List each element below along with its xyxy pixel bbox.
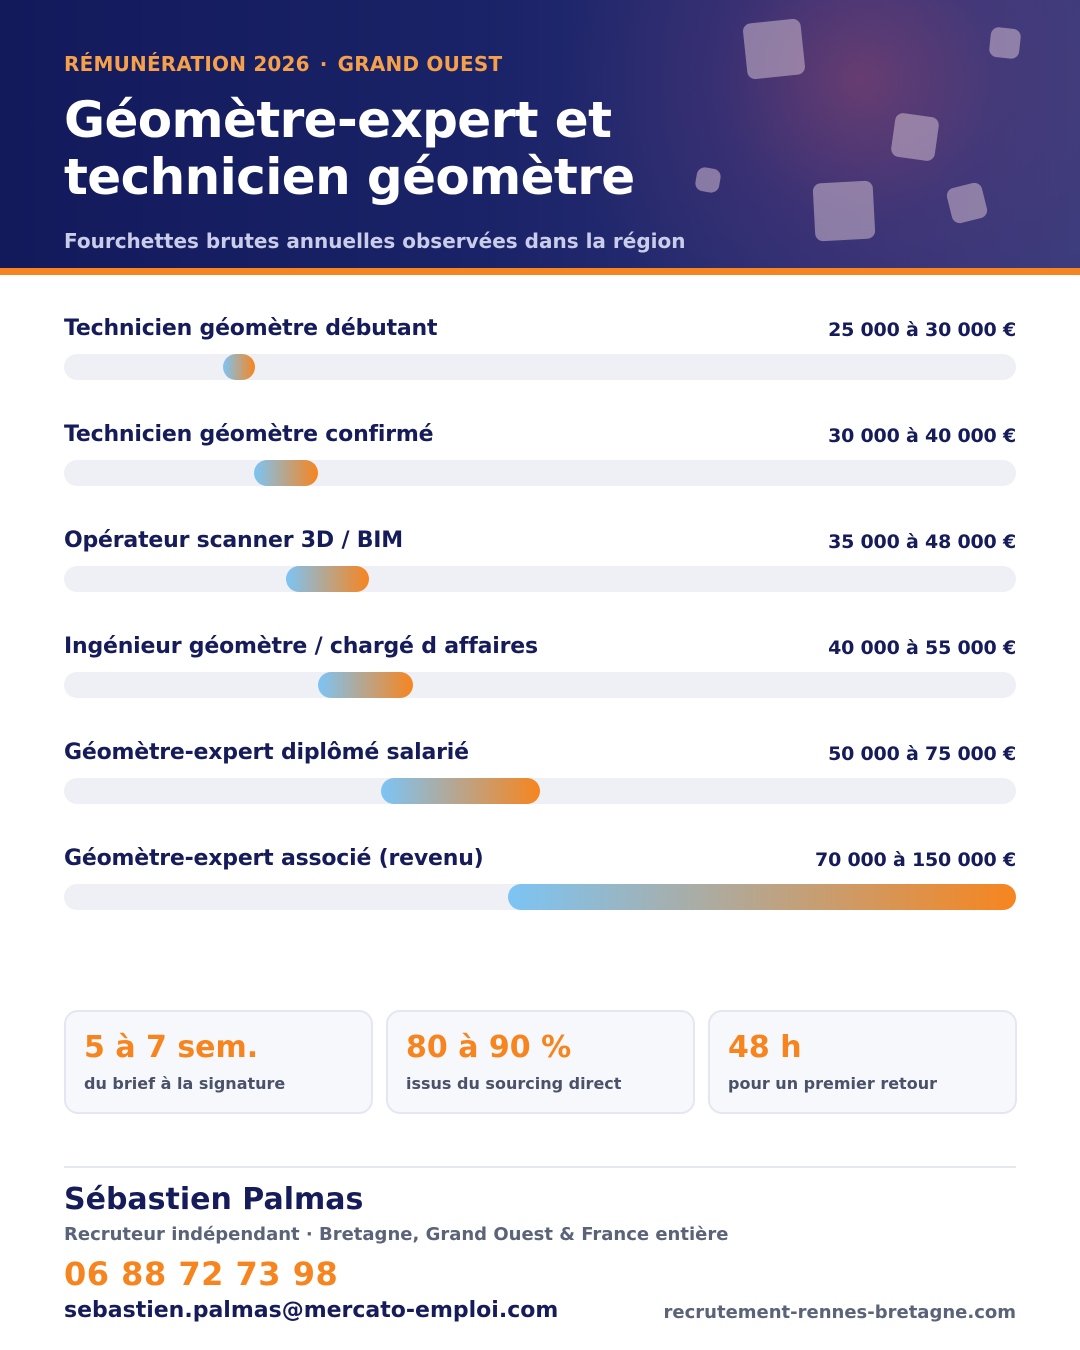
range-track: [64, 460, 1016, 486]
salary-row: [64, 422, 1016, 528]
contact-role: Recruteur indépendant · Bretagne, Grand Ouest & France entière: [64, 1224, 729, 1245]
kicker-topic: RÉMUNÉRATION 2026: [64, 52, 310, 76]
range-bar: [286, 566, 369, 592]
row-label: Géomètre-expert diplômé salarié: [64, 740, 469, 765]
range-track: [64, 354, 1016, 380]
stat-card: [386, 1010, 695, 1114]
contact-phone[interactable]: 06 88 72 73 98: [64, 1255, 339, 1293]
range-track: [64, 778, 1016, 804]
range-bar: [508, 884, 1016, 910]
row-value-label: 30 000 à 40 000 €: [828, 425, 1016, 447]
row-value-label: 40 000 à 55 000 €: [828, 637, 1016, 659]
range-track: [64, 566, 1016, 592]
row-label: Technicien géomètre confirmé: [64, 422, 434, 447]
range-bar: [254, 460, 318, 486]
range-bar: [318, 672, 413, 698]
header-accent-strip: [0, 268, 1080, 275]
stats-row: [64, 1010, 1016, 1114]
footer-divider: [64, 1166, 1016, 1168]
row-label: Opérateur scanner 3D / BIM: [64, 528, 403, 553]
stat-value: 80 à 90 %: [406, 1030, 572, 1065]
decorative-square: [813, 180, 876, 241]
page-subtitle: Fourchettes brutes annuelles observées dans la région: [64, 229, 686, 253]
kicker-separator: ·: [319, 52, 328, 76]
salary-row: [64, 846, 1016, 952]
row-value-label: 70 000 à 150 000 €: [815, 849, 1016, 871]
salary-row: [64, 528, 1016, 634]
page-title: Géomètre-expert et technicien géomètre: [64, 91, 635, 206]
stat-value: 48 h: [728, 1030, 802, 1065]
salary-row: [64, 634, 1016, 740]
salary-row: [64, 316, 1016, 422]
stat-card: [64, 1010, 373, 1114]
row-value-label: 50 000 à 75 000 €: [828, 743, 1016, 765]
row-label: Technicien géomètre débutant: [64, 316, 438, 341]
kicker-region: GRAND OUEST: [337, 52, 503, 76]
decorative-square: [945, 181, 989, 225]
stat-label: du brief à la signature: [84, 1074, 286, 1093]
stat-card: [708, 1010, 1017, 1114]
decorative-square: [742, 18, 806, 80]
range-bar: [381, 778, 540, 804]
row-label: Ingénieur géomètre / chargé d affaires: [64, 634, 538, 659]
range-track: [64, 672, 1016, 698]
contact-website-link[interactable]: recrutement-rennes-bretagne.com: [663, 1302, 1016, 1323]
contact-email-link[interactable]: sebastien.palmas@mercato-emploi.com: [64, 1298, 559, 1323]
range-track: [64, 884, 1016, 910]
header-banner: [0, 0, 1080, 268]
range-bar: [223, 354, 255, 380]
decorative-square: [989, 27, 1022, 60]
contact-name: Sébastien Palmas: [64, 1182, 364, 1217]
row-label: Géomètre-expert associé (revenu): [64, 846, 484, 871]
header-kicker: [64, 52, 502, 76]
row-value-label: 25 000 à 30 000 €: [828, 319, 1016, 341]
row-value-label: 35 000 à 48 000 €: [828, 531, 1016, 553]
salary-row: [64, 740, 1016, 846]
stat-label: pour un premier retour: [728, 1074, 937, 1093]
stat-value: 5 à 7 sem.: [84, 1030, 259, 1065]
stat-label: issus du sourcing direct: [406, 1074, 622, 1093]
salary-range-chart: [64, 316, 1016, 952]
decorative-square: [890, 112, 940, 162]
